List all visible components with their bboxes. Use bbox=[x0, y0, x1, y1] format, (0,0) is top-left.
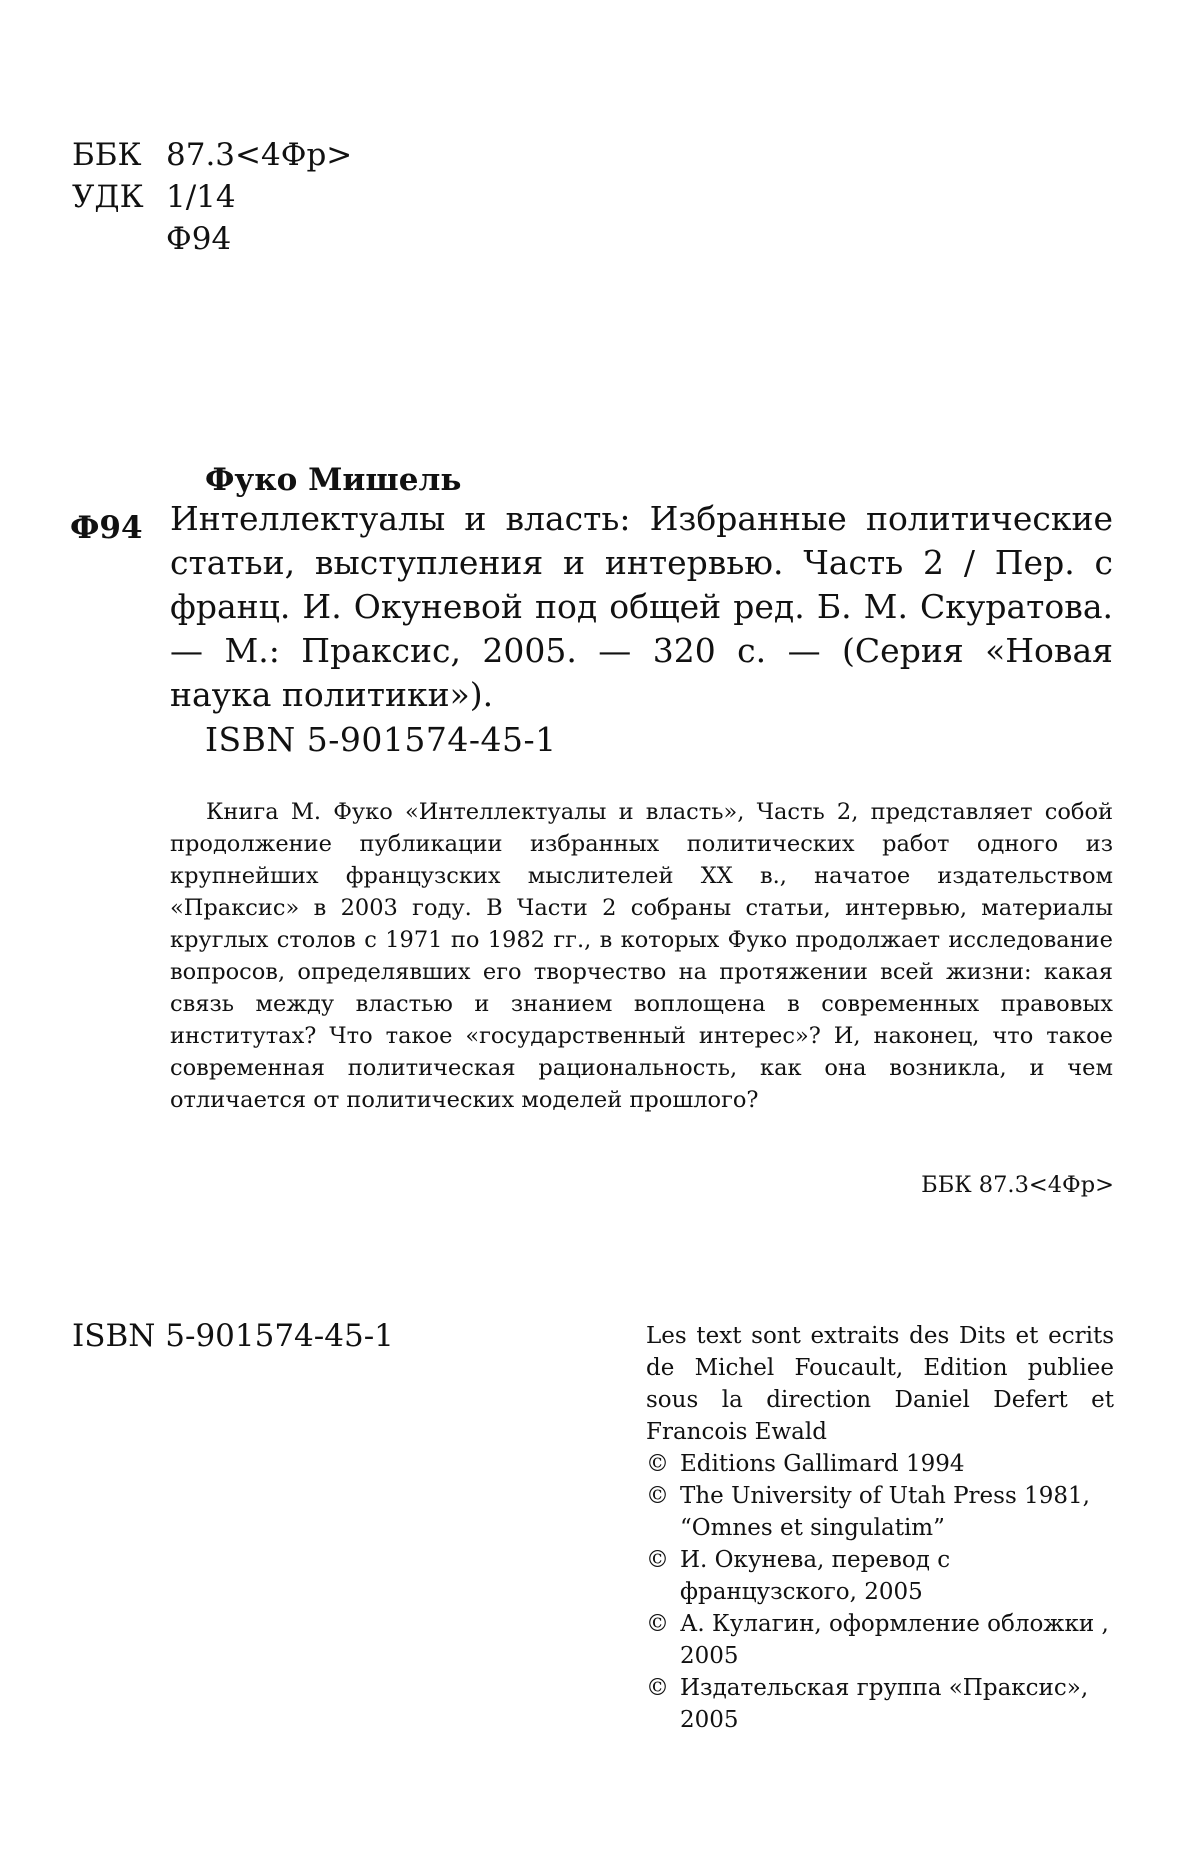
copyright-item bbox=[646, 1672, 1114, 1736]
copyright-icon: © bbox=[646, 1483, 669, 1509]
bbk-value: 87.3<4Фр> bbox=[166, 137, 353, 173]
copyright-icon: © bbox=[646, 1611, 669, 1637]
entry-code: Ф94 bbox=[70, 510, 143, 546]
copyright-item bbox=[646, 1608, 1114, 1672]
author-code: Ф94 bbox=[166, 221, 232, 257]
copyright-text: Editions Gallimard 1994 bbox=[680, 1451, 965, 1477]
udk-value: 1/14 bbox=[166, 179, 236, 215]
copyright-text: The University of Utah Press 1981, “Omnes et singulatim” bbox=[680, 1483, 1090, 1541]
copyright-text: И. Окунева, перевод с французского, 2005 bbox=[680, 1547, 951, 1605]
copyright-item bbox=[646, 1480, 1114, 1544]
bbk-label: ББК bbox=[72, 137, 142, 173]
copyright-block bbox=[646, 1320, 1114, 1736]
annotation-text: Книга М. Фуко «Интеллектуалы и власть», Часть 2, представляет собой продолжение публикации избранных политических работ одного из крупнейших французских мыслителей XX в., начатое издательством «Праксис» в 2003 году. В Части 2 собраны статьи, интервью, материалы круглых столов с 1971 по 1982 гг., в которых Фуко продолжает исследование вопросов, определявших его творчество на протяжении всей жизни: какая связь между властью и знанием воплощена в современных правовых институтах? Что такое «государственный интерес»? И, наконец, что такое современная политическая рациональность, как она возникла, и чем отличается от политических моделей прошлого? bbox=[170, 799, 1113, 1113]
copyright-intro: Les text sont extraits des Dits et ecrits de Michel Foucault, Edition publiee sous la direction Daniel Defert et Francois Ewald bbox=[646, 1323, 1114, 1445]
entry-isbn: ISBN 5-901574-45-1 bbox=[205, 720, 557, 759]
author-code-row bbox=[72, 218, 352, 260]
copyright-icon: © bbox=[646, 1547, 669, 1573]
copyright-item bbox=[646, 1448, 1114, 1480]
udk-row bbox=[72, 176, 352, 218]
udk-label: УДК bbox=[72, 179, 144, 215]
copyright-text: Издательская группа «Праксис», 2005 bbox=[680, 1675, 1089, 1733]
bottom-isbn: ISBN 5-901574-45-1 bbox=[72, 1318, 394, 1354]
copyright-item bbox=[646, 1544, 1114, 1608]
entry-description: Интеллектуалы и власть: Избранные политические статьи, выступления и интервью. Часть 2 / Пер. с франц. И. Окуневой под общей ред. Б. М. Скуратова. — М.: Праксис, 2005. — 320 с. — (Серия «Новая наука политики»). bbox=[170, 499, 1113, 714]
bbk-row bbox=[72, 134, 352, 176]
classification-block bbox=[72, 134, 352, 260]
copyright-text: А. Кулагин, оформление обложки , 2005 bbox=[680, 1611, 1109, 1669]
entry-author: Фуко Мишель bbox=[205, 462, 462, 498]
copyright-icon: © bbox=[646, 1675, 669, 1701]
annotation-bbk: ББК 87.3<4Фр> bbox=[921, 1172, 1114, 1198]
copyright-icon: © bbox=[646, 1451, 669, 1477]
